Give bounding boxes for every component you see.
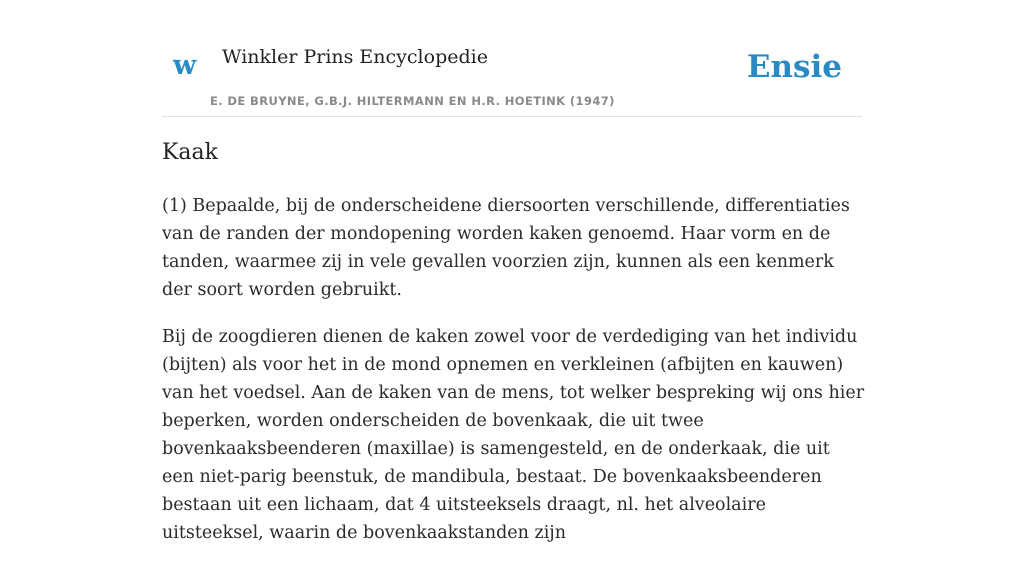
publication-title[interactable]: Winkler Prins Encyclopedie [222, 46, 488, 68]
article-paragraph: Bij de zoogdieren dienen de kaken zowel voor de verdediging van het individu (bijten) als voor het in de mond opnemen en verkleinen (afbijten en kauwen) van het voedsel. Aan de kaken van de mens, tot welker bespreking wij ons hier beperken, worden onderscheiden de bovenkaak, die uit twee bovenkaaksbeenderen (maxillae) is samengesteld, en de onderkaak, die uit een niet-parig beenstuk, de mandibula, bestaat. De bovenkaaksbeenderen bestaan uit een lichaam, dat 4 uitsteeksels draagt, nl. het alveolaire uitsteeksel, waarin de bovenkaakstanden zijn [162, 327, 865, 543]
brand-logo[interactable]: Ensie [746, 49, 842, 85]
site-header [162, 40, 862, 117]
publication-authors: E. DE BRUYNE, G.B.J. HILTERMANN EN H.R. HOETINK (1947) [210, 94, 615, 108]
logo-icon[interactable]: w [173, 50, 197, 81]
article-body [162, 192, 867, 566]
article-paragraph: (1) Bepaalde, bij de onderscheidene diersoorten verschillende, differentiaties van de randen der mondopening worden kaken genoemd. Haar vorm en de tanden, waarmee zij in vele gevallen voorzien zijn, kunnen als een kenmerk der soort worden gebruikt. [162, 196, 850, 300]
article-title: Kaak [162, 140, 218, 165]
